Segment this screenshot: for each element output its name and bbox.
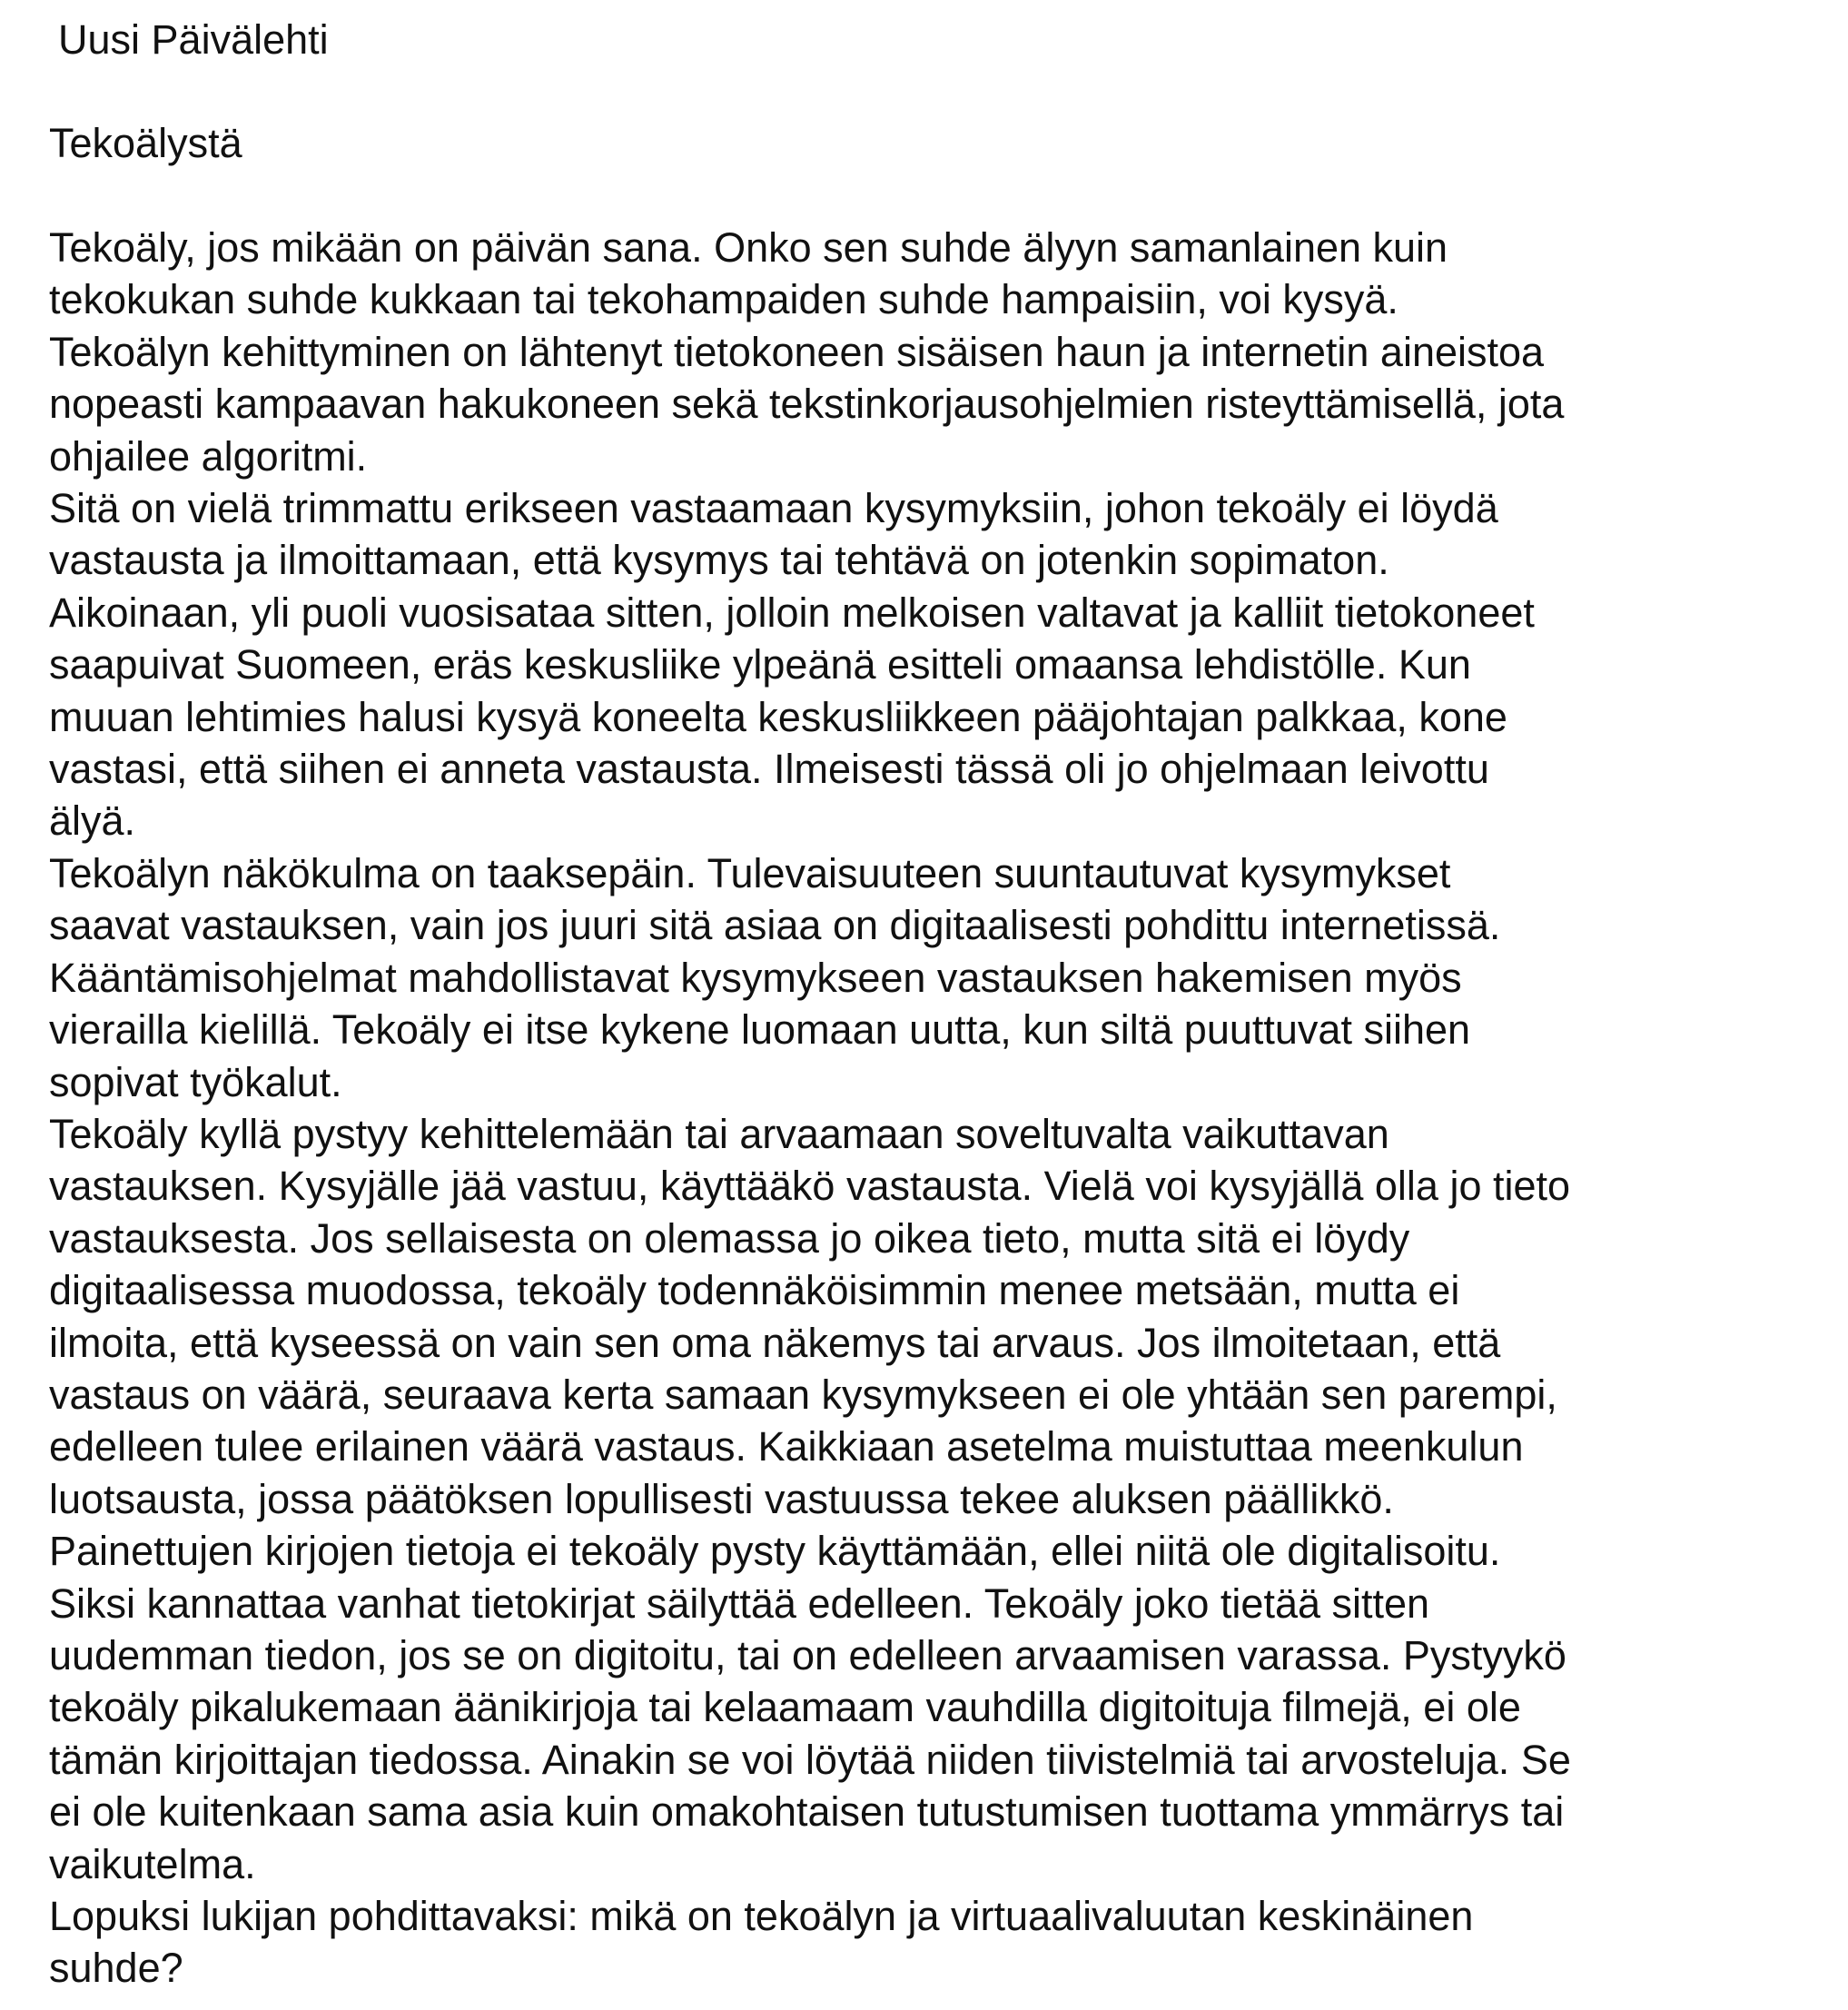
article-line: vastauksen. Kysyjälle jää vastuu, käyttääkö vastausta. Vielä voi kysyjällä olla jo tieto [49,1163,1571,1210]
article-line: uudemman tiedon, jos se on digitoitu, tai on edelleen arvaamisen varassa. Pystyykö [49,1631,1566,1678]
article-line: tämän kirjoittajan tiedossa. Ainakin se voi löytää niiden tiivistelmiä tai arvosteluja. Se [49,1736,1571,1783]
article-line: vastaus on väärä, seuraava kerta samaan kysymykseen ei ole yhtään sen parempi, [49,1371,1557,1418]
article-line: vastausta ja ilmoittamaan, että kysymys tai tehtävä on jotenkin sopimaton. [49,537,1389,584]
article-line: saavat vastauksen, vain jos juuri sitä asiaa on digitaalisesti pohdittu internetissä. [49,902,1501,949]
article-line: ei ole kuitenkaan sama asia kuin omakohtaisen tutustumisen tuottama ymmärrys tai [49,1788,1565,1836]
article-line: Tekoäly, jos mikään on päivän sana. Onko sen suhde älyyn samanlainen kuin [49,224,1448,271]
publication-name: Uusi Päivälehti [58,16,329,63]
article-line: Painettujen kirjojen tietoja ei tekoäly pysty käyttämään, ellei niitä ole digitalisoitu. [49,1528,1501,1575]
article-line: Tekoälyn näkökulma on taaksepäin. Tulevaisuuteen suuntautuvat kysymykset [49,849,1451,896]
article-headline: Tekoälystä [49,120,242,166]
article-line: tekoäly pikalukemaan äänikirjoja tai kelaamaam vauhdilla digitoituja filmejä, ei ole [49,1684,1521,1731]
article-body [49,222,1829,1995]
article-line: vierailla kielillä. Tekoäly ei itse kykene luomaan uutta, kun siltä puuttuvat siihen [49,1006,1471,1054]
article-line: älyä. [49,797,136,845]
article-line: digitaalisessa muodossa, tekoäly todennäköisimmin menee metsään, mutta ei [49,1267,1460,1314]
article-line: ilmoita, että kyseessä on vain sen oma näkemys tai arvaus. Jos ilmoitetaan, että [49,1319,1501,1366]
article-line: Tekoäly kyllä pystyy kehittelemään tai arvaamaan soveltuvalta vaikuttavan [49,1110,1389,1157]
article-line: nopeasti kampaavan hakukoneen sekä tekstinkorjausohjelmien risteyttämisellä, jota [49,381,1565,428]
article-line: tekokukan suhde kukkaan tai tekohampaiden suhde hampaisiin, voi kysyä. [49,276,1398,323]
article-line: sopivat työkalut. [49,1058,342,1105]
article-line: Siksi kannattaa vanhat tietokirjat säilyttää edelleen. Tekoäly joko tietää sitten [49,1579,1430,1627]
article-line: vastasi, että siihen ei anneta vastausta. Ilmeisesti tässä oli jo ohjelmaan leivottu [49,746,1489,793]
article-line: Tekoälyn kehittyminen on lähtenyt tietokoneen sisäisen haun ja internetin aineistoa [49,328,1545,375]
article-line: edelleen tulee erilainen väärä vastaus. Kaikkiaan asetelma muistuttaa meenkulun [49,1423,1524,1470]
article-line: Lopuksi lukijan pohdittavaksi: mikä on tekoälyn ja virtuaalivaluutan keskinäinen [49,1893,1474,1939]
article-line: vaikutelma. [49,1840,256,1887]
article-line: muuan lehtimies halusi kysyä koneelta keskusliikkeen pääjohtajan palkkaa, kone [49,693,1507,740]
article-line: ohjailee algoritmi. [49,432,368,480]
article-line: saapuivat Suomeen, eräs keskusliike ylpeänä esitteli omaansa lehdistölle. Kun [49,641,1471,688]
article-line: Sitä on vielä trimmattu erikseen vastaamaan kysymyksiin, johon tekoäly ei löydä [49,485,1498,532]
article-line: vastauksesta. Jos sellaisesta on olemassa jo oikea tieto, mutta sitä ei löydy [49,1214,1410,1262]
article-line: suhde? [49,1945,183,1992]
article-line: Aikoinaan, yli puoli vuosisataa sitten, jolloin melkoisen valtavat ja kalliit tietokoneet [49,589,1535,636]
article-line: Kääntämisohjelmat mahdollistavat kysymykseen vastauksen hakemisen myös [49,954,1462,1001]
article-line: luotsausta, jossa päätöksen lopullisesti vastuussa tekee aluksen päällikkö. [49,1475,1394,1522]
